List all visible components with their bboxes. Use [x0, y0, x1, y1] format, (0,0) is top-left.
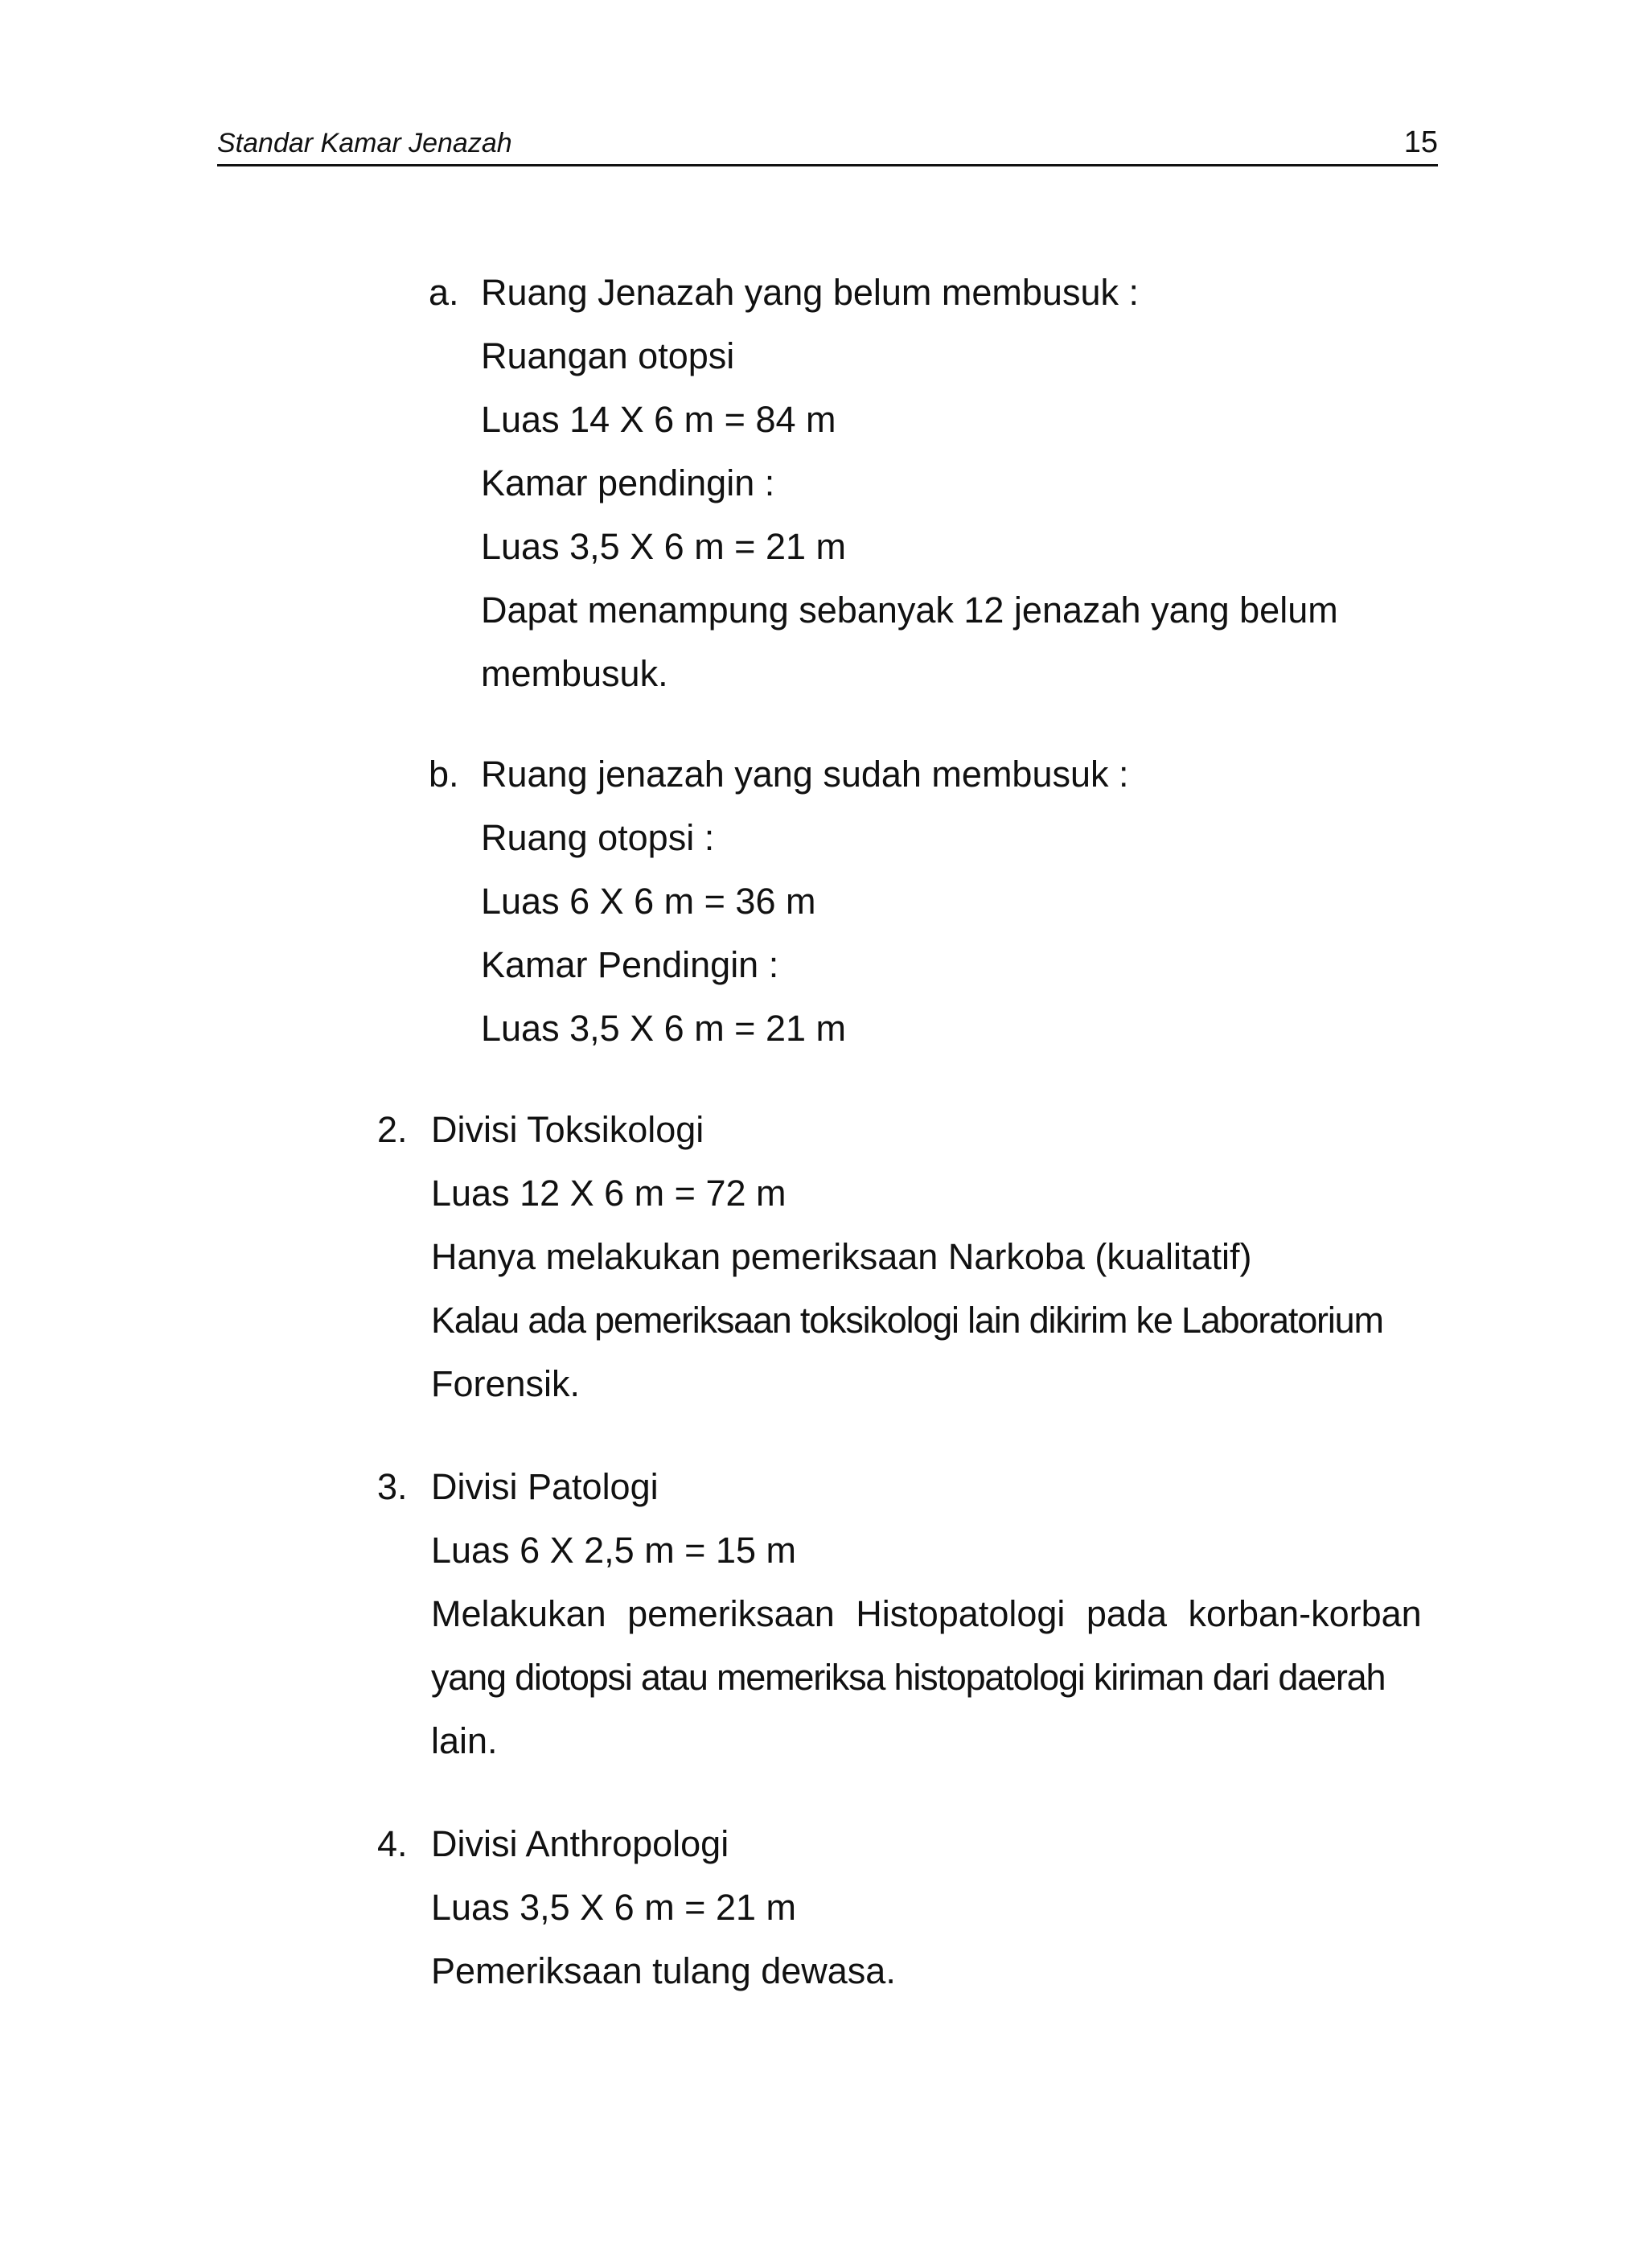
list-item-title: Divisi Anthropologi	[431, 1823, 729, 1864]
list-item-title: Divisi Toksikologi	[431, 1109, 704, 1150]
list-item-line: Luas 3,5 X 6 m = 21 m	[431, 1887, 796, 1928]
sub-item-b-line: Luas 6 X 6 m = 36 m	[481, 881, 816, 922]
sub-item-a-line: Kamar pendingin :	[481, 462, 775, 503]
list-item-line: Hanya melakukan pemeriksaan Narkoba (kualitatif)	[431, 1236, 1252, 1277]
list-item-line: Forensik.	[431, 1363, 581, 1404]
list-item-line: yang diotopsi atau memeriksa histopatologi kiriman dari daerah	[431, 1657, 1386, 1698]
list-item-line: Luas 12 X 6 m = 72 m	[431, 1173, 787, 1214]
list-item-line: lain.	[431, 1720, 498, 1761]
sub-item-a-marker: a.	[429, 272, 459, 313]
sub-item-b-title: Ruang jenazah yang sudah membusuk :	[481, 754, 1129, 795]
sub-item-a-line: Dapat menampung sebanyak 12 jenazah yang belum	[481, 590, 1338, 631]
list-item-title: Divisi Patologi	[431, 1466, 659, 1507]
list-item-line: Luas 6 X 2,5 m = 15 m	[431, 1530, 796, 1571]
list-item-line: Pemeriksaan tulang dewasa.	[431, 1950, 896, 1991]
page-number: 15	[1403, 125, 1438, 159]
sub-item-b-line: Luas 3,5 X 6 m = 21 m	[481, 1008, 846, 1049]
sub-item-a-line: Ruangan otopsi	[481, 335, 735, 376]
sub-item-b-marker: b.	[429, 754, 459, 795]
list-item-marker: 2.	[377, 1109, 408, 1150]
sub-item-a-title: Ruang Jenazah yang belum membusuk :	[481, 272, 1139, 313]
list-item-marker: 3.	[377, 1466, 408, 1507]
running-header	[217, 122, 1438, 166]
running-header-title: Standar Kamar Jenazah	[217, 128, 512, 158]
sub-item-a-line: Luas 14 X 6 m = 84 m	[481, 399, 836, 440]
list-item-marker: 4.	[377, 1823, 408, 1864]
list-item-line: Melakukan pemeriksaan Histopatologi pada korban-korban	[431, 1593, 1422, 1634]
list-item-line: Kalau ada pemeriksaan toksikologi lain dikirim ke Laboratorium	[431, 1300, 1383, 1341]
sub-item-a-line: Luas 3,5 X 6 m = 21 m	[481, 526, 846, 567]
sub-item-b-line: Kamar Pendingin :	[481, 944, 779, 985]
sub-item-a-line: membusuk.	[481, 653, 668, 694]
sub-item-b-line: Ruang otopsi :	[481, 817, 715, 858]
